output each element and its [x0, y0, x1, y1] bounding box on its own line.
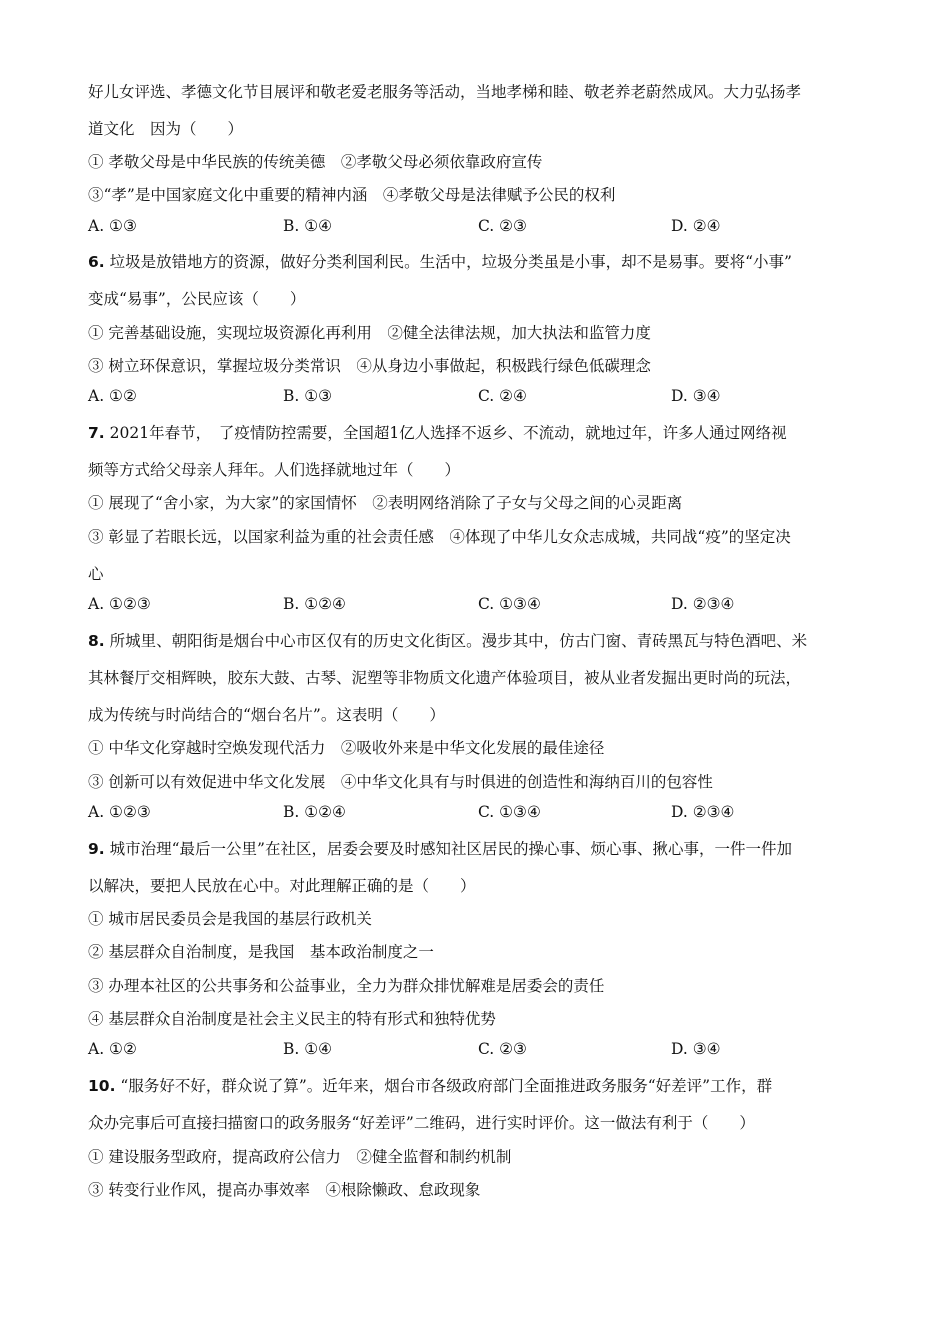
q9-stem-text: 城市治理“最后一公里”在社区，居委会要及时感知社区居民的操心事、烦心事、揪心事，一件一件加 — [109, 840, 792, 858]
q5-item-1: ① 孝敬父母是中华民族的传统美德 ②孝敬父母必须依靠政府宣传 — [88, 153, 543, 171]
q8-number: 8. — [88, 632, 105, 650]
q6-stem-line1 — [88, 250, 792, 272]
q7-item-1: ① 展现了“舍小家，为大家”的家国情怀 ②表明网络消除了子女与父母之间的心灵距离 — [88, 494, 683, 512]
q8-option-c[interactable]: C. ①③④ — [478, 803, 541, 821]
q9-stem-line1 — [88, 837, 792, 859]
q8-option-a[interactable]: A. ①②③ — [88, 803, 151, 821]
q6-stem-text: 垃圾是放错地方的资源，做好分类利国利民。生活中，垃圾分类虽是小事，却不是易事。要将“小事” — [109, 253, 792, 271]
q9-item-2: ② 基层群众自治制度，是我国 基本政治制度之一 — [88, 943, 434, 961]
q9-item-4: ④ 基层群众自治制度是社会主义民主的特有形式和独特优势 — [88, 1010, 496, 1028]
q9-option-d[interactable]: D. ③④ — [671, 1040, 721, 1058]
q7-option-b[interactable]: B. ①②④ — [283, 595, 346, 613]
q8-item-2: ③ 创新可以有效促进中华文化发展 ④中华文化具有与时俱进的创造性和海纳百川的包容性 — [88, 773, 713, 791]
q8-stem-text: 所城里、朝阳街是烟台中心市区仅有的历史文化街区。漫步其中，仿古门窗、青砖黑瓦与特色酒吧、米 — [109, 632, 808, 650]
q5-options — [88, 217, 888, 241]
q7-option-c[interactable]: C. ①③④ — [478, 595, 541, 613]
q8-stem-line2: 其林餐厅交相辉映，胶东大鼓、古琴、泥塑等非物质文化遗产体验项目，被从业者发掘出更时尚的玩法， — [88, 669, 802, 687]
q8-stem-line3: 成为传统与时尚结合的“烟台名片”。这表明（ ） — [88, 706, 445, 724]
q9-option-a[interactable]: A. ①② — [88, 1040, 137, 1058]
q7-stem-text: 2021年春节， 了疫情防控需要，全国超1亿人选择不返乡、不流动，就地过年，许多人通过网络视 — [109, 424, 787, 442]
q8-option-b[interactable]: B. ①②④ — [283, 803, 346, 821]
q8-stem-line1 — [88, 629, 807, 651]
q5-option-d[interactable]: D. ②④ — [671, 217, 721, 235]
q7-option-a[interactable]: A. ①②③ — [88, 595, 151, 613]
q5-option-b[interactable]: B. ①④ — [283, 217, 333, 235]
q7-stem-line1 — [88, 421, 787, 443]
q9-option-b[interactable]: B. ①④ — [283, 1040, 333, 1058]
q6-option-d[interactable]: D. ③④ — [671, 387, 721, 405]
q6-option-c[interactable]: C. ②④ — [478, 387, 527, 405]
q10-number: 10. — [88, 1077, 116, 1095]
q8-item-1: ① 中华文化穿越时空焕发现代活力 ②吸收外来是中华文化发展的最佳途径 — [88, 739, 605, 757]
q7-options — [88, 595, 888, 619]
q6-option-a[interactable]: A. ①② — [88, 387, 137, 405]
q6-option-b[interactable]: B. ①③ — [283, 387, 333, 405]
q8-option-d[interactable]: D. ②③④ — [671, 803, 735, 821]
q10-item-2: ③ 转变行业作风，提高办事效率 ④根除懒政、怠政现象 — [88, 1181, 481, 1199]
q6-stem-line2: 变成“易事”，公民应该（ ） — [88, 290, 306, 308]
q10-stem-text: “服务好不好，群众说了算”。近年来，烟台市各级政府部门全面推进政务服务“好差评”工作，群 — [120, 1077, 773, 1095]
q7-stem-line2: 频等方式给父母亲人拜年。人们选择就地过年（ ） — [88, 461, 461, 479]
q6-number: 6. — [88, 253, 105, 271]
q9-item-1: ① 城市居民委员会是我国的基层行政机关 — [88, 910, 372, 928]
q6-item-2: ③ 树立环保意识，掌握垃圾分类常识 ④从身边小事做起，积极践行绿色低碳理念 — [88, 357, 651, 375]
q10-item-1: ① 建设服务型政府，提高政府公信力 ②健全监督和制约机制 — [88, 1148, 512, 1166]
q6-item-1: ① 完善基础设施，实现垃圾资源化再利用 ②健全法律法规，加大执法和监管力度 — [88, 324, 651, 342]
q7-option-d[interactable]: D. ②③④ — [671, 595, 735, 613]
q5-stem-line2: 道文化 因为（ ） — [88, 120, 244, 138]
q9-options — [88, 1040, 888, 1064]
q10-stem-line2: 众办完事后可直接扫描窗口的政务服务“好差评”二维码，进行实时评价。这一做法有利于（ ） — [88, 1114, 755, 1132]
q9-item-3: ③ 办理本社区的公共事务和公益事业，全力为群众排忧解难是居委会的责任 — [88, 977, 605, 995]
q5-item-2: ③“孝”是中国家庭文化中重要的精神内涵 ④孝敬父母是法律赋予公民的权利 — [88, 186, 616, 204]
q5-stem-line1: 好儿女评选、孝德文化节目展评和敬老爱老服务等活动，当地孝梯和睦、敬老养老蔚然成风。大力弘扬孝 — [88, 83, 802, 101]
q7-number: 7. — [88, 424, 105, 442]
q7-item-2-cont: 心 — [88, 565, 104, 583]
q5-option-c[interactable]: C. ②③ — [478, 217, 527, 235]
q10-stem-line1 — [88, 1074, 772, 1096]
q5-option-a[interactable]: A. ①③ — [88, 217, 137, 235]
q9-number: 9. — [88, 840, 105, 858]
q8-options — [88, 803, 888, 827]
q9-stem-line2: 以解决，要把人民放在心中。对此理解正确的是（ ） — [88, 877, 476, 895]
q6-options — [88, 387, 888, 411]
q7-item-2: ③ 彰显了若眼长远，以国家利益为重的社会责任感 ④体现了中华儿女众志成城，共同战“疫”的坚定决 — [88, 528, 791, 546]
q9-option-c[interactable]: C. ②③ — [478, 1040, 527, 1058]
